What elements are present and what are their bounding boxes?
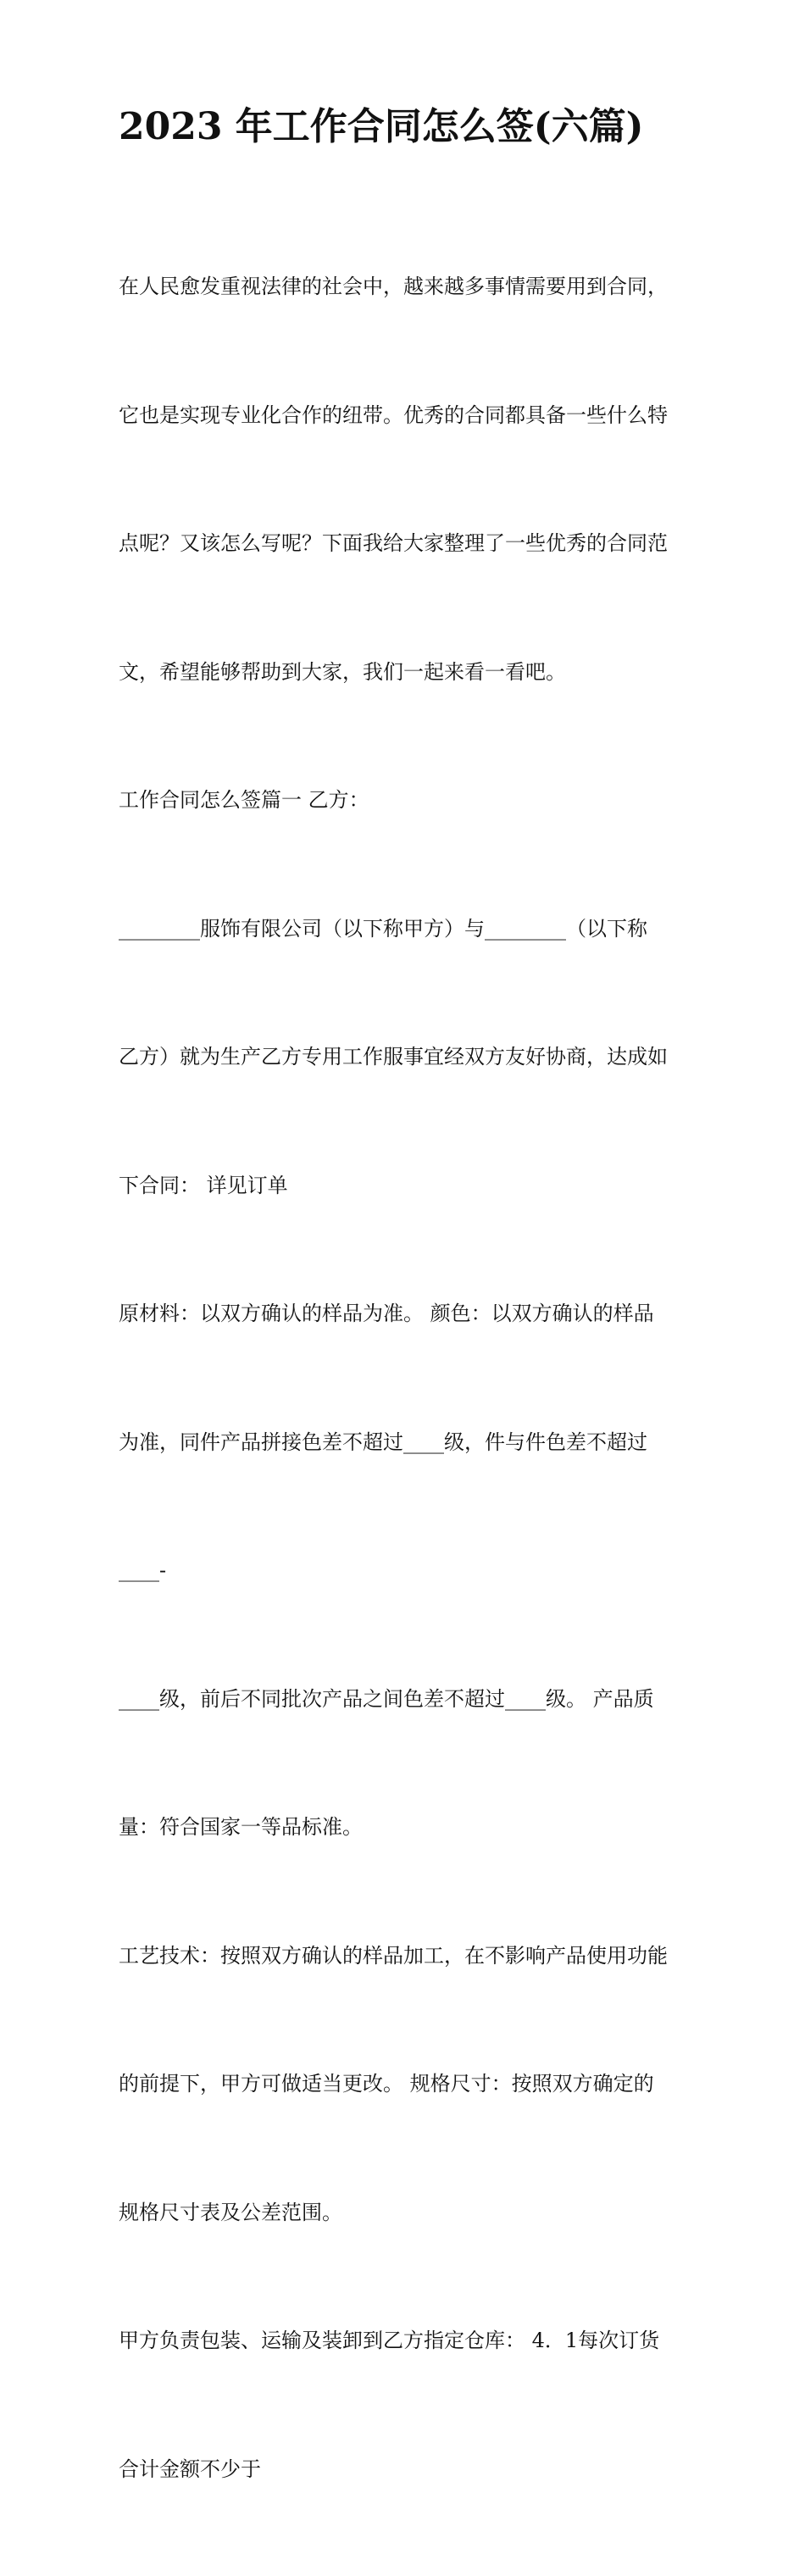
- body-line: 它也是实现专业化合作的纽带。优秀的合同都具备一些什么特: [119, 402, 668, 427]
- body-line: 工艺技术：按照双方确认的样品加工，在不影响产品使用功能: [119, 1943, 668, 1968]
- document-title: 2023 年工作合同怎么签(六篇): [119, 105, 644, 148]
- document-page: [119, 98, 695, 2576]
- body-line: ____级，前后不同批次产品之间色差不超过____级。 产品质: [119, 1686, 654, 1711]
- body-line: 合计金额不少于: [119, 2457, 261, 2481]
- body-line: ________服饰有限公司（以下称甲方）与________（以下称: [119, 916, 647, 941]
- body-line: ____-: [119, 1558, 167, 1582]
- body-line: 原材料：以双方确认的样品为准。 颜色：以双方确认的样品: [119, 1302, 654, 1325]
- document-body: [119, 180, 695, 2576]
- body-line: 在人民愈发重视法律的社会中，越来越多事情需要用到合同，: [119, 275, 668, 298]
- body-line: 的前提下，甲方可做适当更改。 规格尺寸：按照双方确定的: [119, 2072, 654, 2096]
- body-line: 甲方负责包装、运输及装卸到乙方指定仓库： 4．1每次订货: [119, 2329, 660, 2352]
- body-line: 规格尺寸表及公差范围。: [119, 2200, 342, 2224]
- section-heading-line: 工作合同怎么签篇一 乙方：: [119, 788, 369, 812]
- body-line: 文，希望能够帮助到大家，我们一起来看一看吧。: [119, 659, 566, 684]
- body-line: 乙方）就为生产乙方专用工作服事宜经双方友好协商，达成如: [119, 1045, 668, 1069]
- body-line: 量：符合国家一等品标准。: [119, 1815, 363, 1839]
- body-line: 为准，同件产品拼接色差不超过____级，件与件色差不超过: [119, 1430, 647, 1454]
- body-line: 下合同： 详见订单: [119, 1173, 288, 1197]
- body-line: 点呢？又该怎么写呢？下面我给大家整理了一些优秀的合同范: [119, 531, 668, 555]
